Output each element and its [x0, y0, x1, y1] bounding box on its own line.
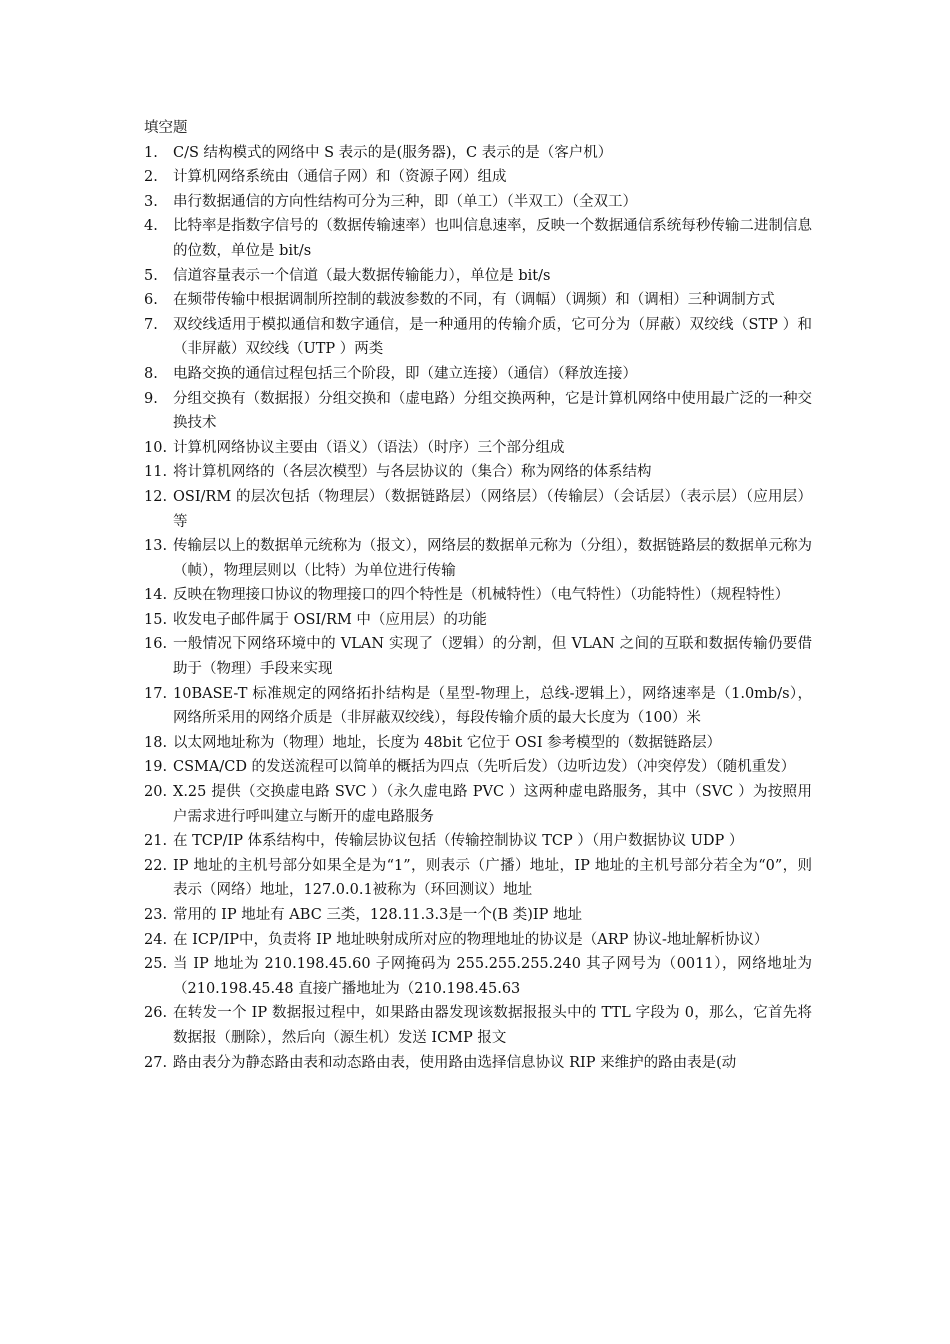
item-text: 比特率是指数字信号的（数据传输速率）也叫信息速率，反映一个数据通信系统每秒传输二进制信息的位数，单位是 bit/s	[173, 218, 812, 259]
item-text: 串行数据通信的方向性结构可分为三种，即（单工）（半双工）（全双工）	[173, 193, 637, 210]
item-text: 一般情况下网络环境中的 VLAN 实现了（逻辑）的分割，但 VLAN 之间的互联和数据传输仍要借助于（物理）手段来实现	[173, 636, 812, 678]
item-text: 分组交换有（数据报）分组交换和（虚电路）分组交换两种，它是计算机网络中使用最广泛的一种交换技术	[173, 390, 812, 432]
question-list	[144, 141, 812, 1076]
item-number: 1.	[144, 144, 158, 161]
list-item	[144, 387, 812, 436]
list-item	[144, 1051, 812, 1076]
list-item	[144, 682, 812, 731]
list-item	[144, 534, 812, 583]
item-number: 16.	[144, 636, 168, 653]
list-item	[144, 780, 812, 829]
item-number: 2.	[144, 169, 158, 186]
item-text: 反映在物理接口协议的物理接口的四个特性是（机械特性）（电气特性）（功能特性）（规程特性）	[173, 587, 790, 604]
list-item	[144, 903, 812, 928]
item-number: 11.	[144, 464, 168, 481]
item-number: 10.	[144, 439, 168, 456]
item-text: 传输层以上的数据单元统称为（报文），网络层的数据单元称为（分组），数据链路层的数据单元称为（帧），物理层则以（比特）为单位进行传输	[173, 538, 812, 579]
list-item	[144, 731, 812, 756]
list-item	[144, 485, 812, 534]
item-number: 6.	[144, 292, 158, 309]
list-item	[144, 460, 812, 485]
item-number: 14.	[144, 587, 168, 604]
item-number: 26.	[144, 1005, 168, 1022]
item-text: OSI/RM 的层次包括（物理层）（数据链路层）（网络层）（传输层）（会话层）（表示层）（应用层）等	[173, 488, 812, 530]
item-text: CSMA/CD 的发送流程可以简单的概括为四点（先听后发）（边听边发）（冲突停发）（随机重发）	[173, 759, 796, 776]
list-item	[144, 436, 812, 461]
item-text: 常用的 IP 地址有 ABC 三类，128.11.3.3是一个(B 类)IP 地址	[173, 907, 582, 923]
list-item	[144, 264, 812, 289]
list-item	[144, 952, 812, 1001]
item-text: 双绞线适用于模拟通信和数字通信，是一种通用的传输介质，它可分为（屏蔽）双绞线（STP ）和（非屏蔽）双绞线（UTP ）两类	[173, 316, 812, 358]
item-text: C/S 结构模式的网络中 S 表示的是(服务器)，C 表示的是（客户机）	[173, 144, 613, 161]
item-text: 电路交换的通信过程包括三个阶段，即（建立连接）（通信）（释放连接）	[173, 365, 637, 382]
list-item	[144, 928, 812, 953]
item-number: 17.	[144, 685, 168, 702]
item-number: 25.	[144, 956, 168, 973]
item-number: 8.	[144, 365, 158, 382]
item-number: 19.	[144, 759, 168, 776]
list-item	[144, 608, 812, 633]
list-item	[144, 190, 812, 215]
item-number: 15.	[144, 611, 168, 628]
list-item	[144, 829, 812, 854]
item-text: 在 ICP/IP中，负责将 IP 地址映射成所对应的物理地址的协议是（ARP 协议-地址解析协议）	[173, 931, 769, 948]
item-text: 在 TCP/IP 体系结构中，传输层协议包括（传输控制协议 TCP ）（用户数据协议 UDP ）	[173, 833, 744, 850]
section-title: 填空题	[144, 120, 188, 136]
item-text: 收发电子邮件属于 OSI/RM 中（应用层）的功能	[173, 611, 487, 628]
item-number: 13.	[144, 538, 168, 555]
item-text: X.25 提供（交换虚电路 SVC ）（永久虚电路 PVC ）这两种虚电路服务，其中（SVC ）为按照用户需求进行呼叫建立与断开的虚电路服务	[173, 784, 812, 825]
item-number: 3.	[144, 193, 158, 210]
document-page	[144, 116, 812, 1075]
item-text: 信道容量表示一个信道（最大数据传输能力），单位是 bit/s	[173, 267, 551, 284]
item-number: 23.	[144, 907, 168, 923]
item-number: 22.	[144, 857, 168, 874]
list-item	[144, 214, 812, 263]
list-item	[144, 854, 812, 903]
item-number: 4.	[144, 218, 158, 235]
item-text: 计算机网络协议主要由（语义）（语法）（时序）三个部分组成	[173, 439, 565, 456]
item-text: 当 IP 地址为 210.198.45.60 子网掩码为 255.255.255.240 其子网号为（0011），网络地址为（210.198.45.48 直接广播地址为（210.198.45.63	[173, 956, 812, 997]
item-number: 20.	[144, 784, 168, 801]
item-text: IP 地址的主机号部分如果全是为“1”，则表示（广播）地址，IP 地址的主机号部分若全为“0”，则表示（网络）地址，127.0.0.1被称为（环回测议）地址	[173, 857, 812, 899]
item-number: 5.	[144, 267, 158, 284]
item-text: 将计算机网络的（各层次模型）与各层协议的（集合）称为网络的体系结构	[173, 464, 652, 481]
list-item	[144, 141, 812, 166]
item-number: 27.	[144, 1054, 168, 1071]
list-item	[144, 288, 812, 313]
item-number: 7.	[144, 316, 158, 333]
list-item	[144, 1001, 812, 1050]
item-text: 在转发一个 IP 数据报过程中，如果路由器发现该数据报报头中的 TTL 字段为 0，那么，它首先将数据报（删除），然后向（源生机）发送 ICMP 报文	[173, 1005, 812, 1046]
item-text: 以太网地址称为（物理）地址，长度为 48bit 它位于 OSI 参考模型的（数据链路层）	[173, 734, 722, 751]
list-item	[144, 313, 812, 362]
item-text: 在频带传输中根据调制所控制的载波参数的不同，有（调幅）（调频）和（调相）三种调制方式	[173, 292, 775, 309]
list-item	[144, 583, 812, 608]
item-number: 21.	[144, 833, 168, 850]
list-item	[144, 362, 812, 387]
item-text: 计算机网络系统由（通信子网）和（资源子网）组成	[173, 169, 507, 186]
item-number: 9.	[144, 390, 158, 407]
item-number: 18.	[144, 734, 168, 751]
item-number: 12.	[144, 488, 168, 505]
list-item	[144, 755, 812, 780]
list-item	[144, 632, 812, 681]
item-text: 路由表分为静态路由表和动态路由表，使用路由选择信息协议 RIP 来维护的路由表是(动	[173, 1054, 737, 1071]
item-text: 10BASE-T 标准规定的网络拓扑结构是（星型-物理上，总线-逻辑上），网络速率是（1.0mb/s），网络所采用的网络介质是（非屏蔽双绞线），每段传输介质的最大长度为（100）米	[173, 685, 812, 727]
item-number: 24.	[144, 931, 168, 948]
list-item	[144, 165, 812, 190]
